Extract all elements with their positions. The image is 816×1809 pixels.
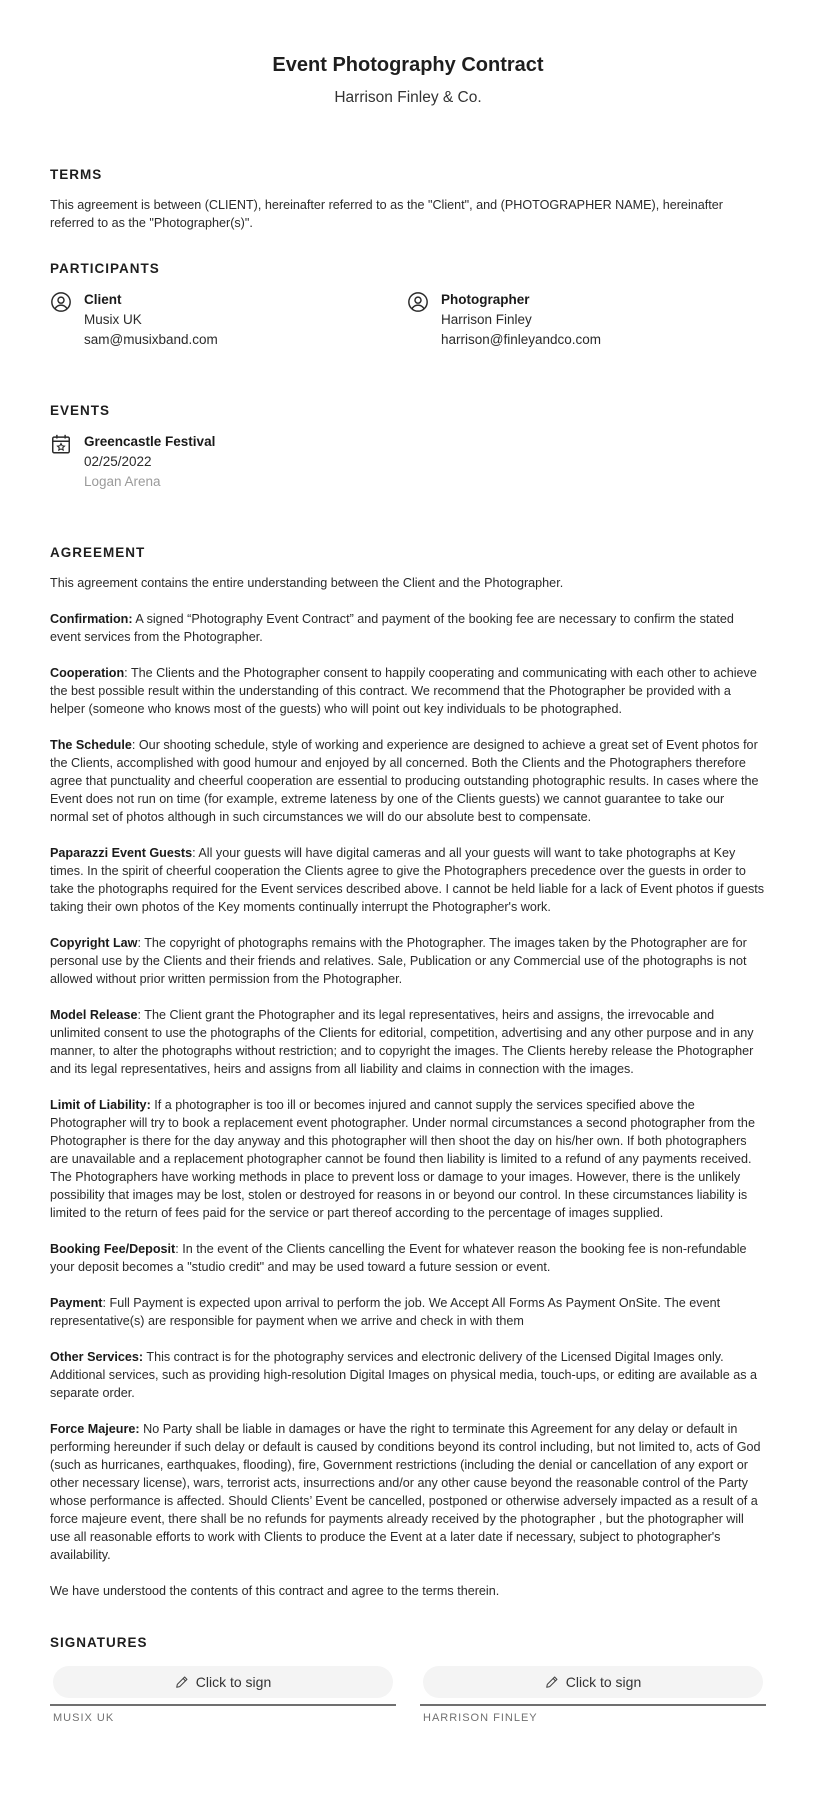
clause-text: This contract is for the photography services and electronic delivery of the Licensed Digital Images only. Additional services, such as providing high-resolution Digital Images on physical media, touch-ups, or editing are available as a separate order. <box>50 1350 758 1400</box>
client-sign-button[interactable] <box>53 1666 393 1698</box>
sign-button-label: Click to sign <box>195 1674 272 1690</box>
participant-name: Harrison Finley <box>441 312 532 327</box>
signature-line <box>50 1704 396 1706</box>
clause-force-majeure <box>50 1420 766 1564</box>
terms-text: This agreement is between (CLIENT), hereinafter referred to as the "Client", and (PHOTOGRAPHER NAME), hereinafter referred to as the "Photographer(s)". <box>50 198 723 230</box>
event-item <box>50 432 766 492</box>
clause-copyright <box>50 934 766 988</box>
clause-label: Cooperation <box>50 666 125 680</box>
clause-confirmation: Confirmation: A signed “Photography Event Contract” and payment of the booking fee are necessary to confirm the stated event services from the Photographer. <box>50 612 734 644</box>
participant-name: Musix UK <box>84 312 142 327</box>
section-heading-signatures: SIGNATURES <box>50 1635 148 1650</box>
clause-text: No Party shall be liable in damages or have the right to terminate this Agreement for any delay or default in performing hereunder if such delay or default is caused by conditions beyond its control including, but not limited to, acts of God (such as hurricanes, earthquakes, flooding), fire, Government restrictions (including the denial or cancellation of any export or other necessary license), wars, terrorist acts, insurrections and/or any other cause beyond the reasonable control of the Party whose performance is affected. Should Clients’ Event be cancelled, postponed or otherwise adversely impacted as a result of a force majeure event, there shall be no refunds for payments already received by the photographer , but the photographer will use all reasonable efforts to work with Clients to produce the Event at a later date if necessary, subject to photographer's availability. <box>50 1422 761 1562</box>
clause-text: : In the event of the Clients cancelling the Event for whatever reason the booking fee is non-refundable your deposit becomes a "studio credit" and may be used toward a future session or event. <box>50 1242 747 1274</box>
signature-line <box>420 1704 766 1706</box>
section-heading-terms: TERMS <box>50 167 103 182</box>
clause-text: : The Clients and the Photographer consent to happily cooperating and communicating with each other to achieve the best possible result within the understanding of this contract. We recommend that the Photographer be provided with a helper (someone who knows most of the guests) who will point out key individuals to be photographed. <box>50 666 757 716</box>
user-circle-icon <box>407 290 441 350</box>
event-name: Greencastle Festival <box>84 434 216 449</box>
participants-list <box>50 290 766 350</box>
clause-text: A signed “Photography Event Contract” and payment of the booking fee are necessary to confirm the stated event services from the Photographer. <box>50 612 734 644</box>
participant-role: Photographer <box>441 292 530 307</box>
clause-label: Copyright Law <box>50 936 138 950</box>
clause-text: : The Client grant the Photographer and its legal representatives, heirs and assigns, the irrevocable and unlimited consent to use the photographs of the Clients for editorial, competition, advertising and any other purpose and in any manner, to alter the photographs without restriction; and to copyright the images. The Clients hereby release the Photographer and its legal representatives, heirs and assigns from all liability and claims in connection with the images. <box>50 1008 754 1076</box>
clause-label: Model Release <box>50 1008 138 1022</box>
events-section <box>50 402 766 492</box>
calendar-star-icon <box>50 432 84 492</box>
agreement-closing: We have understood the contents of this contract and agree to the terms therein. <box>50 1584 500 1598</box>
clause-label: Booking Fee/Deposit <box>50 1242 176 1256</box>
clause-schedule <box>50 736 766 826</box>
clause-text: If a photographer is too ill or becomes injured and cannot supply the services specified above the Photographer will try to book a replacement event photographer. Under normal circumstances a second photographer from the Photographer is there for the day anyway and this photographer will then shoot the day on his/her own. If both photographers are unavailable and a replacement photographer cannot be found then liability is limited to a refund of any payments received. The Photographers have working methods in place to prevent loss or damage to your images. However, there is the unlikely possibility that images may be lost, stolen or destroyed for reasons in or beyond our control. In these circumstances liability is limited to the return of fees paid for the service or part thereof according to the percentage of images supplied. <box>50 1098 755 1220</box>
user-circle-icon <box>50 290 84 350</box>
sign-button-label: Click to sign <box>565 1674 642 1690</box>
clause-liability: Limit of Liability: If a photographer is too ill or becomes injured and cannot supply the services specified above the Photographer will try to book a replacement event photographer. Under normal circumstances a second photographer from the Photographer is there for the day anyway and this photographer will then shoot the day on his/her own. If both photographers are unavailable and a replacement photographer cannot be found then liability is limited to a refund of any payments received. The Photographers have working methods in place to prevent loss or damage to your images. However, there is the unlikely possibility that images may be lost, stolen or destroyed for reasons in or beyond our control. In these circumstances liability is limited to the return of fees paid for the service or part thereof according to the percentage of images supplied. <box>50 1098 755 1220</box>
clause-text: : The copyright of photographs remains with the Photographer. The images taken by the Photographer are for personal use by the Clients and their friends and relatives. Sale, Publication or any Commercial use of the photographs is not allowed without prior written permission from the Photographer. <box>50 936 747 986</box>
page-title: Event Photography Contract <box>272 54 544 76</box>
signature-block-photographer <box>420 1666 766 1724</box>
clause-booking-fee <box>50 1240 766 1276</box>
clause-text: : All your guests will have digital cameras and all your guests will want to take photographs at Key times. In the spirit of cheerful cooperation the Clients agree to give the Photographers precedence over the guests in order to take the photographs required for the Event services described above. I cannot be held liable for a lack of Event photos if guests taking their own photos of the Key moments continually interrupt the Photographer's work. <box>50 846 765 914</box>
company-name: Harrison Finley & Co. <box>334 89 482 106</box>
pencil-icon <box>545 1675 559 1689</box>
event-date: 02/25/2022 <box>84 454 152 469</box>
signer-name: HARRISON FINLEY <box>423 1712 538 1724</box>
signatures-section <box>50 1634 766 1724</box>
clause-model-release <box>50 1006 766 1078</box>
clause-other-services <box>50 1348 766 1402</box>
clause-text: : Full Payment is expected upon arrival to perform the job. We Accept All Forms As Payment OnSite. The event representative(s) are responsible for payment when we arrive and check in with them <box>50 1296 721 1328</box>
clause-paparazzi <box>50 844 766 916</box>
participant-client <box>50 290 407 350</box>
terms-section <box>50 166 766 232</box>
clause-label: Payment <box>50 1296 103 1310</box>
section-heading-participants: PARTICIPANTS <box>50 261 160 276</box>
photographer-sign-button[interactable] <box>423 1666 763 1698</box>
section-heading-events: EVENTS <box>50 403 111 418</box>
clause-label: Limit of Liability <box>50 1098 147 1112</box>
section-heading-agreement: AGREEMENT <box>50 545 146 560</box>
signer-name: MUSIX UK <box>53 1712 115 1724</box>
clause-label: Confirmation <box>50 612 129 626</box>
participant-photographer <box>407 290 764 350</box>
pencil-icon <box>175 1675 189 1689</box>
clause-label: The Schedule <box>50 738 132 752</box>
clause-label: Paparazzi Event Guests <box>50 846 193 860</box>
participants-section <box>50 260 766 350</box>
signature-block-client <box>50 1666 396 1724</box>
clause-label: Force Majeure: <box>50 1422 140 1436</box>
agreement-intro: This agreement contains the entire understanding between the Client and the Photographer. <box>50 576 564 590</box>
clause-payment <box>50 1294 766 1330</box>
participant-email: sam@musixband.com <box>84 332 218 347</box>
clause-text: : Our shooting schedule, style of working and experience are designed to achieve a great set of Event photos for the Clients, accomplished with good humour and enjoyed by all concerned. Both the Clients and the Photographers therefore agree that punctuality and cheerful cooperation are essential to producing outstanding photographic results. In cases where the Event does not run on time (for example, extreme lateness by one of the Clients guests) we cannot guarantee to take our normal set of photos although in such circumstances we will do our absolute best to compensate. <box>50 738 759 824</box>
signature-list <box>50 1666 766 1724</box>
clause-label: Other Services: <box>50 1350 144 1364</box>
event-venue: Logan Arena <box>84 474 161 489</box>
agreement-section <box>50 544 766 1600</box>
clause-cooperation <box>50 664 766 718</box>
document-header <box>50 52 766 108</box>
participant-role: Client <box>84 292 122 307</box>
participant-email: harrison@finleyandco.com <box>441 332 602 347</box>
